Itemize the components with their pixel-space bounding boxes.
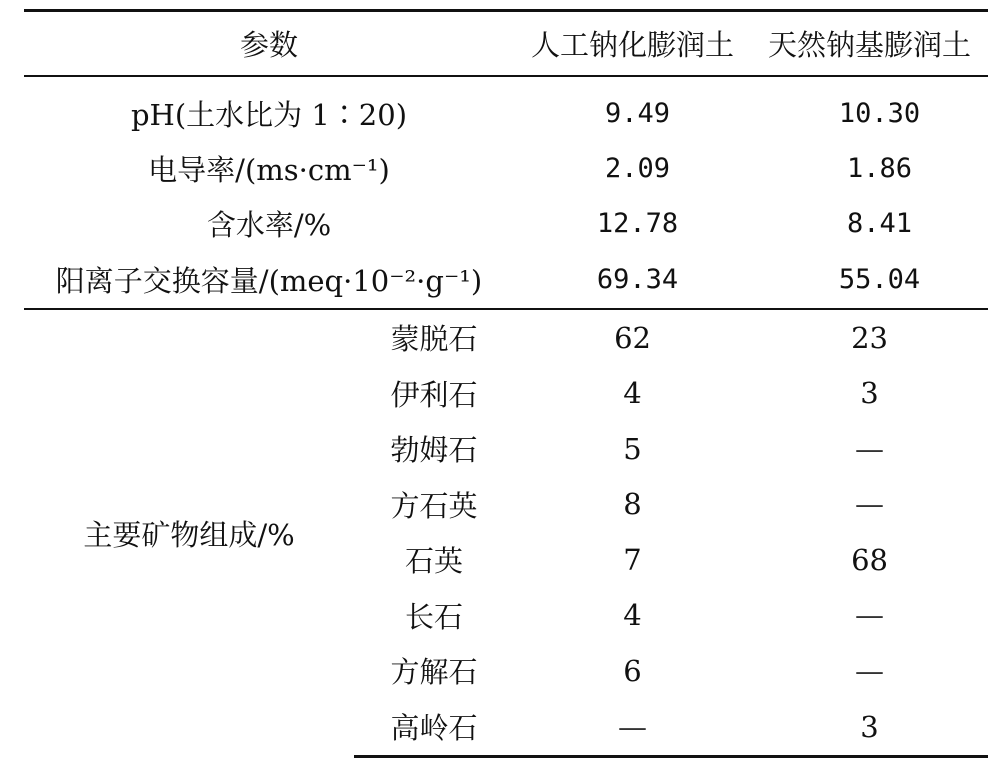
- cell-natural-value: 3: [751, 699, 988, 757]
- cell-natural-value: 55.04: [751, 251, 988, 309]
- cell-natural-value: 68: [851, 542, 888, 577]
- cell-natural-value: 23: [851, 320, 888, 355]
- table-row: [24, 141, 988, 196]
- mineral-group-label: 主要矿物组成/%: [83, 517, 295, 552]
- cell-artificial-value: 9.49: [605, 98, 671, 129]
- table-row: [24, 251, 988, 309]
- cell-artificial-value: 69.34: [514, 251, 751, 309]
- cell-natural-value: 1.86: [847, 153, 913, 184]
- cell-artificial-value: 6: [623, 653, 642, 688]
- row-label: 阳离子交换容量/(meq·10⁻²·g⁻¹): [24, 251, 514, 309]
- row-label: pH(土水比为 1∶20): [130, 98, 408, 132]
- table-row: [24, 86, 988, 141]
- cell-natural-value: —: [855, 598, 885, 633]
- mineral-label: 蒙脱石: [390, 322, 478, 357]
- cell-natural-value: 8.41: [847, 208, 913, 239]
- cell-artificial-value: 4: [623, 598, 642, 633]
- table-header-row: [24, 11, 988, 77]
- cell-artificial-value: 8: [623, 487, 642, 522]
- cell-artificial-value: 12.78: [596, 208, 679, 239]
- mineral-label: 伊利石: [390, 377, 478, 412]
- cell-artificial-value: 2.09: [605, 153, 671, 184]
- header-artificial-sodium-bentonite: 人工钠化膨润土: [514, 11, 751, 77]
- table-row: [24, 196, 988, 251]
- cell-natural-value: —: [855, 653, 885, 688]
- mineral-label: 方解石: [390, 655, 478, 690]
- header-natural-sodium-bentonite: 天然钠基膨润土: [751, 11, 988, 77]
- table-row: [24, 309, 988, 366]
- cell-artificial-value: 5: [623, 431, 642, 466]
- header-parameter: 参数: [24, 11, 514, 77]
- cell-natural-value: 3: [860, 376, 879, 411]
- cell-artificial-value: 4: [623, 376, 642, 411]
- cell-natural-value: 10.30: [838, 98, 921, 129]
- row-label: 电导率/(ms·cm⁻¹): [148, 153, 390, 187]
- mineral-label: 高岭石: [354, 699, 514, 757]
- mineral-label: 长石: [405, 599, 464, 634]
- mineral-label: 石英: [405, 544, 464, 579]
- cell-natural-value: —: [855, 431, 885, 466]
- cell-artificial-value: —: [514, 699, 751, 757]
- mineral-label: 方石英: [390, 488, 478, 523]
- row-label: 含水率/%: [206, 208, 332, 242]
- cell-natural-value: —: [855, 487, 885, 522]
- bentonite-parameter-table: [24, 9, 988, 758]
- cell-artificial-value: 7: [623, 542, 642, 577]
- mineral-label: 勃姆石: [390, 433, 478, 468]
- cell-artificial-value: 62: [614, 320, 651, 355]
